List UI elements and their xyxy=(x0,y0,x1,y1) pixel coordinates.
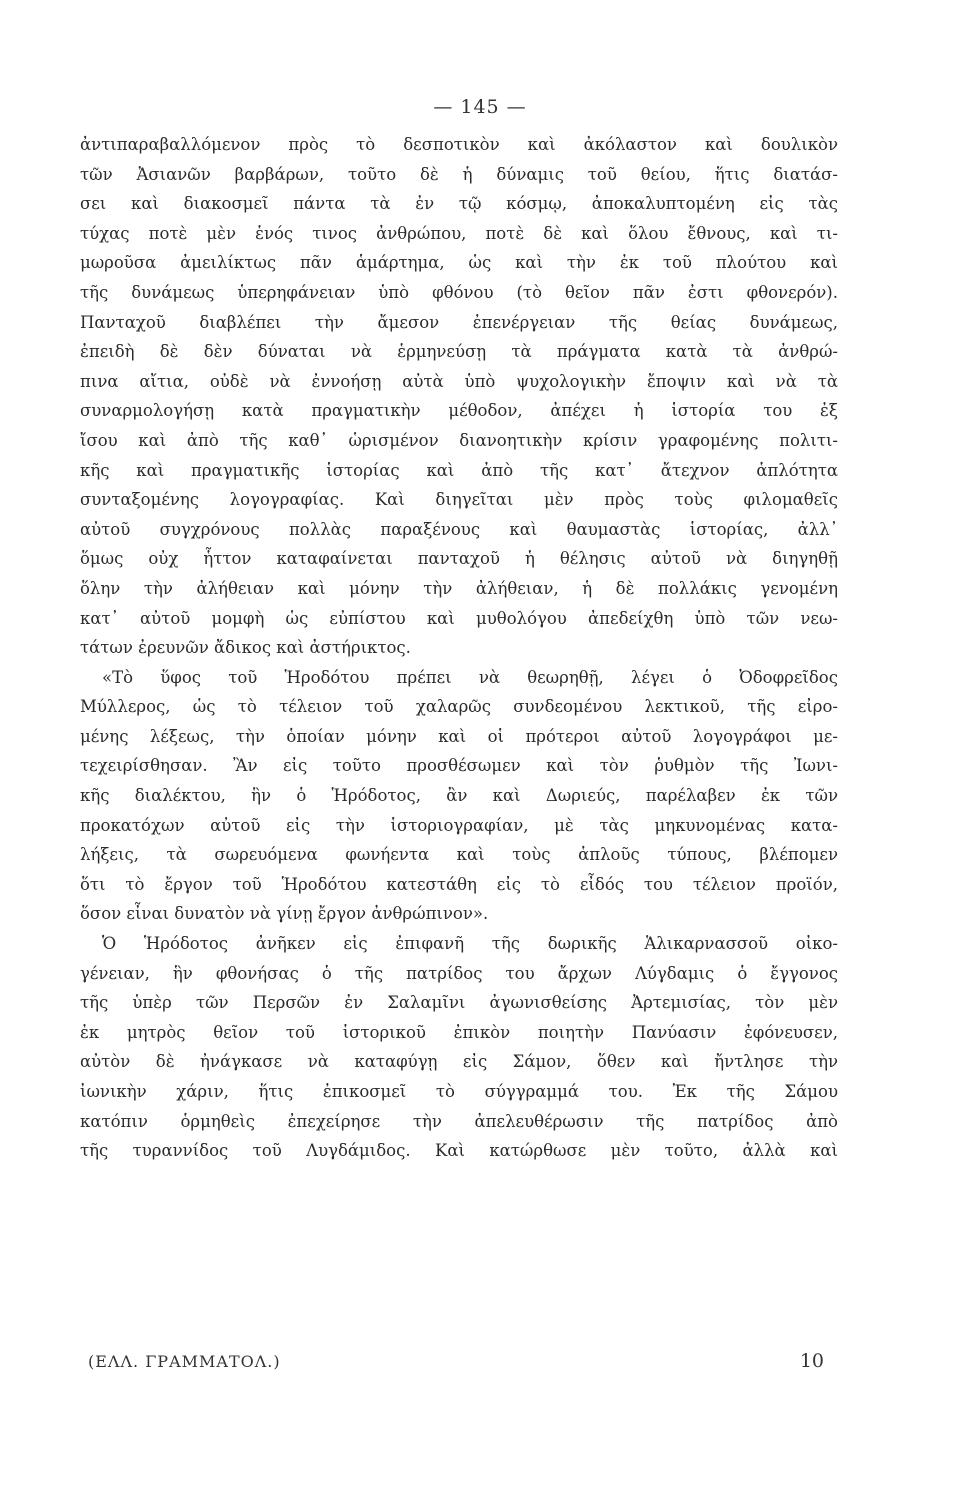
text-line: τεχειρίσθησαν. Ἂν εἰς τοῦτο προσθέσωμεν καὶ τὸν ῥυθμὸν τῆς Ἰωνι- xyxy=(80,756,838,776)
body-text xyxy=(80,130,838,1166)
text-line: κατ᾽ αὐτοῦ μομφὴ ὡς εὐπίστου καὶ μυθολόγου ἀπεδείχθη ὑπὸ τῶν νεω- xyxy=(80,608,838,628)
text-line: σει καὶ διακοσμεῖ πάντα τὰ ἐν τῷ κόσμῳ, ἀποκαλυπτομένη εἰς τὰς xyxy=(80,194,838,214)
text-line: Πανταχοῦ διαβλέπει τὴν ἄμεσον ἐπενέργειαν τῆς θείας δυνάμεως, xyxy=(80,312,838,332)
text-line: συναρμολογήσῃ κατὰ πραγματικὴν μέθοδον, ἀπέχει ἡ ἱστορία του ἐξ xyxy=(80,401,838,421)
text-line: τῆς ὑπὲρ τῶν Περσῶν ἐν Σαλαμῖνι ἀγωνισθείσης Ἀρτεμισίας, τὸν μὲν xyxy=(80,993,838,1013)
text-line: ἀντιπαραβαλλόμενον πρὸς τὸ δεσποτικὸν καὶ ἀκόλαστον καὶ δουλικὸν xyxy=(80,135,838,154)
text-line: πινα αἴτια, οὐδὲ νὰ ἐννοήσῃ αὐτὰ ὑπὸ ψυχολογικὴν ἔποψιν καὶ νὰ τὰ xyxy=(80,371,838,391)
sheet-number: 10 xyxy=(799,1350,824,1372)
printer-signature: (ΕΛΛ. ΓΡΑΜΜΑΤΟΛ.) xyxy=(88,1352,281,1371)
text-line: ὅτι τὸ ἔργον τοῦ Ἡροδότου κατεστάθη εἰς τὸ εἶδός του τέλειον προϊόν, xyxy=(80,874,838,894)
text-line: μένης λέξεως, τὴν ὁποίαν μόνην καὶ οἱ πρότεροι αὐτοῦ λογογράφοι με- xyxy=(80,726,838,746)
text-line: τῶν Ἀσιανῶν βαρβάρων, τοῦτο δὲ ἡ δύναμις τοῦ θείου, ἥτις διατάσ- xyxy=(80,164,838,184)
text-line: τῆς δυνάμεως ὑπερηφάνειαν ὑπὸ φθόνου (τὸ θεῖον πᾶν ἐστι φθονερόν). xyxy=(80,282,838,302)
text-line: ἐπειδὴ δὲ δὲν δύναται νὰ ἑρμηνεύσῃ τὰ πράγματα κατὰ τὰ ἀνθρώ- xyxy=(80,342,838,362)
text-line: προκατόχων αὐτοῦ εἰς τὴν ἱστοριογραφίαν, μὲ τὰς μηκυνομένας κατα- xyxy=(80,815,838,835)
text-line: κατόπιν ὁρμηθεὶς ἐπεχείρησε τὴν ἀπελευθέρωσιν τῆς πατρίδος ἀπὸ xyxy=(80,1111,838,1131)
text-line: Μύλλερος, ὡς τὸ τέλειον τοῦ χαλαρῶς συνδεομένου λεκτικοῦ, τῆς εἰρο- xyxy=(80,697,838,717)
text-line: ὅμως οὐχ ἧττον καταφαίνεται πανταχοῦ ἡ θέλησις αὐτοῦ νὰ διηγηθῇ xyxy=(80,549,838,569)
text-line: ἐκ μητρὸς θεῖον τοῦ ἱστορικοῦ ἐπικὸν ποιητὴν Πανύασιν ἐφόνευσεν, xyxy=(80,1022,838,1042)
text-line: μωροῦσα ἀμειλίκτως πᾶν ἁμάρτημα, ὡς καὶ τὴν ἐκ τοῦ πλούτου καὶ xyxy=(80,253,838,273)
text-line: αὐτοῦ συγχρόνους πολλὰς παραξένους καὶ θαυμαστὰς ἱστορίας, ἀλλ᾽ xyxy=(80,519,838,539)
text-line: τύχας ποτὲ μὲν ἑνός τινος ἀνθρώπου, ποτὲ δὲ καὶ ὅλου ἔθνους, καὶ τι- xyxy=(80,223,838,243)
text-line: κῆς καὶ πραγματικῆς ἱστορίας καὶ ἀπὸ τῆς κατ᾽ ἄτεχνον ἁπλότητα xyxy=(80,460,838,480)
text-line: αὐτὸν δὲ ἠνάγκασε νὰ καταφύγῃ εἰς Σάμον, ὅθεν καὶ ἤντλησε τὴν xyxy=(80,1052,838,1072)
text-line: γένειαν, ἣν φθονήσας ὁ τῆς πατρίδος του ἄρχων Λύγδαμις ὁ ἔγγονος xyxy=(80,963,838,983)
page-footer xyxy=(88,1352,848,1382)
text-line: ἴσου καὶ ἀπὸ τῆς καθ᾽ ὡρισμένον διανοητικὴν κρίσιν γραφομένης πολιτι- xyxy=(80,430,838,450)
page-number: — 145 — xyxy=(433,96,527,118)
text-line: λήξεις, τὰ σωρευόμενα φωνήεντα καὶ τοὺς ἁπλοῦς τύπους, βλέπομεν xyxy=(80,845,838,865)
text-line: τῆς τυραννίδος τοῦ Λυγδάμιδος. Καὶ κατώρθωσε μὲν τοῦτο, ἀλλὰ καὶ xyxy=(80,1141,838,1161)
text-line: Ὁ Ἡρόδοτος ἀνῆκεν εἰς ἐπιφανῆ τῆς δωρικῆς Ἁλικαρνασσοῦ οἰκο- xyxy=(102,934,838,954)
text-line: συνταξομένης λογογραφίας. Καὶ διηγεῖται μὲν πρὸς τοὺς φιλομαθεῖς xyxy=(80,490,838,510)
text-line: τάτων ἐρευνῶν ἄδικος καὶ ἀστήρικτος. xyxy=(80,638,411,658)
text-line: κῆς διαλέκτου, ἣν ὁ Ἡρόδοτος, ἂν καὶ Δωριεύς, παρέλαβεν ἐκ τῶν xyxy=(80,786,838,806)
text-line: ὅσον εἶναι δυνατὸν νὰ γίνῃ ἔργον ἀνθρώπινον». xyxy=(80,904,489,924)
text-line: «Τὸ ὕφος τοῦ Ἡροδότου πρέπει νὰ θεωρηθῇ, λέγει ὁ Ὀδοφρεῖδος xyxy=(102,667,838,687)
text-line: ἰωνικὴν χάριν, ἥτις ἐπικοσμεῖ τὸ σύγγραμμά του. Ἐκ τῆς Σάμου xyxy=(80,1082,838,1101)
text-line: ὅλην τὴν ἀλήθειαν καὶ μόνην τὴν ἀλήθειαν, ἡ δὲ πολλάκις γενομένη xyxy=(80,578,838,598)
